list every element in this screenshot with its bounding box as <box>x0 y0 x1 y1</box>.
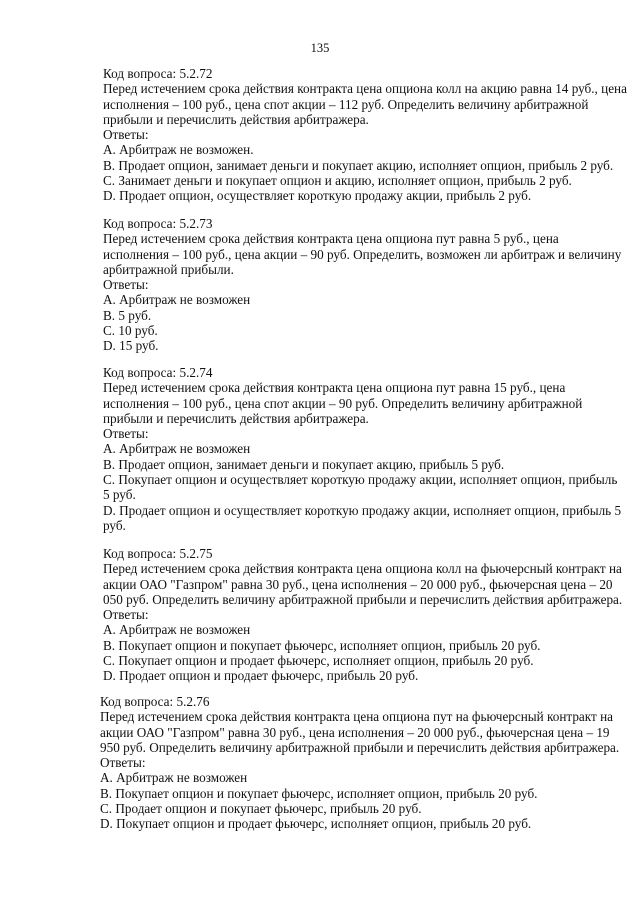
answer-option-a: A. Арбитраж не возможен <box>100 770 248 786</box>
answer-option-c: C. Покупает опцион и осуществляет короткую продажу акции, исполняет опцион, прибыль 5 руб. <box>103 472 618 503</box>
answer-option-d: D. Продает опцион и осуществляет короткую продажу акции, исполняет опцион, прибыль 5 руб. <box>103 502 622 533</box>
answer-option-d: D. Покупает опцион и продает фьючерс, исполняет опцион, прибыль 20 руб. <box>100 816 532 832</box>
question-block-5-2-72 <box>103 66 627 204</box>
answer-option-b: B. Покупает опцион и покупает фьючерс, исполняет опцион, прибыль 20 руб. <box>103 637 541 653</box>
answers-label: Ответы: <box>100 755 146 771</box>
answer-option-b: B. Продает опцион, занимает деньги и покупает акцию, исполняет опцион, прибыль 2 руб. <box>103 157 614 173</box>
answer-option-a: A. Арбитраж не возможен <box>103 441 251 457</box>
question-text: Перед истечением срока действия контракта цена опциона пут равна 5 руб., цена исполнения – 100 руб., цена акции – 90 руб. Определить, возможен ли арбитраж и величину арбитражной прибыли. <box>103 231 622 277</box>
answer-option-c: C. Продает опцион и покупает фьючерс, прибыль 20 руб. <box>100 801 422 817</box>
answer-option-c: C. 10 руб. <box>103 323 158 339</box>
answer-option-a: A. Арбитраж не возможен. <box>103 142 254 158</box>
answers-label: Ответы: <box>103 607 149 623</box>
answer-option-d: D. 15 руб. <box>103 338 159 354</box>
answer-option-b: B. 5 руб. <box>103 307 152 323</box>
question-text: Перед истечением срока действия контракта цена опциона пут равна 15 руб., цена исполнения – 100 руб., цена спот акции – 90 руб. Определить величину арбитражной прибыли и перечислить действия арбитражера. <box>103 380 583 426</box>
answers-label: Ответы: <box>103 277 149 293</box>
question-text: Перед истечением срока действия контракта цена опциона колл на акцию равна 14 руб., цена исполнения – 100 руб., цена спот акции – 112 руб. Определить величину арбитражной прибыли и перечислить действия арбитражера. <box>103 81 627 127</box>
question-code: Код вопроса: 5.2.74 <box>103 365 213 380</box>
question-block-5-2-76 <box>100 694 627 832</box>
question-block-5-2-74 <box>103 365 627 533</box>
question-code: Код вопроса: 5.2.72 <box>103 66 213 81</box>
answer-option-a: A. Арбитраж не возможен <box>103 292 251 308</box>
answer-option-c: C. Покупает опцион и продает фьючерс, исполняет опцион, прибыль 20 руб. <box>103 653 534 669</box>
question-code: Код вопроса: 5.2.75 <box>103 546 213 561</box>
answers-label: Ответы: <box>103 127 149 143</box>
question-code: Код вопроса: 5.2.73 <box>103 216 213 231</box>
question-block-5-2-75 <box>103 546 627 684</box>
page-number: 135 <box>310 41 330 55</box>
answer-option-d: D. Продает опцион, осуществляет короткую продажу акции, прибыль 2 руб. <box>103 188 532 204</box>
question-code: Код вопроса: 5.2.76 <box>100 694 210 709</box>
question-text: Перед истечением срока действия контракта цена опциона колл на фьючерсный контракт на акции ОАО "Газпром" равна 30 руб., цена исполнения – 20 000 руб., фьючерсная цена – 20 050 руб. Определить величину арбитражной прибыли и перечислить действия арбитражера. <box>103 561 623 607</box>
answer-option-a: A. Арбитраж не возможен <box>103 622 251 638</box>
answer-option-b: B. Покупает опцион и покупает фьючерс, исполняет опцион, прибыль 20 руб. <box>100 785 538 801</box>
question-block-5-2-73 <box>103 216 627 354</box>
answers-label: Ответы: <box>103 426 149 442</box>
answer-option-c: C. Занимает деньги и покупает опцион и акцию, исполняет опцион, прибыль 2 руб. <box>103 173 572 189</box>
question-text: Перед истечением срока действия контракта цена опциона пут на фьючерсный контракт на акции ОАО "Газпром" равна 30 руб., цена исполнения – 20 000 руб., фьючерсная цена – 19 950 руб. Определить величину арбитражной прибыли и перечислить действия арбитражера. <box>100 709 620 755</box>
answer-option-d: D. Продает опцион и продает фьючерс, прибыль 20 руб. <box>103 668 419 684</box>
answer-option-b: B. Продает опцион, занимает деньги и покупает акцию, прибыль 5 руб. <box>103 456 505 472</box>
